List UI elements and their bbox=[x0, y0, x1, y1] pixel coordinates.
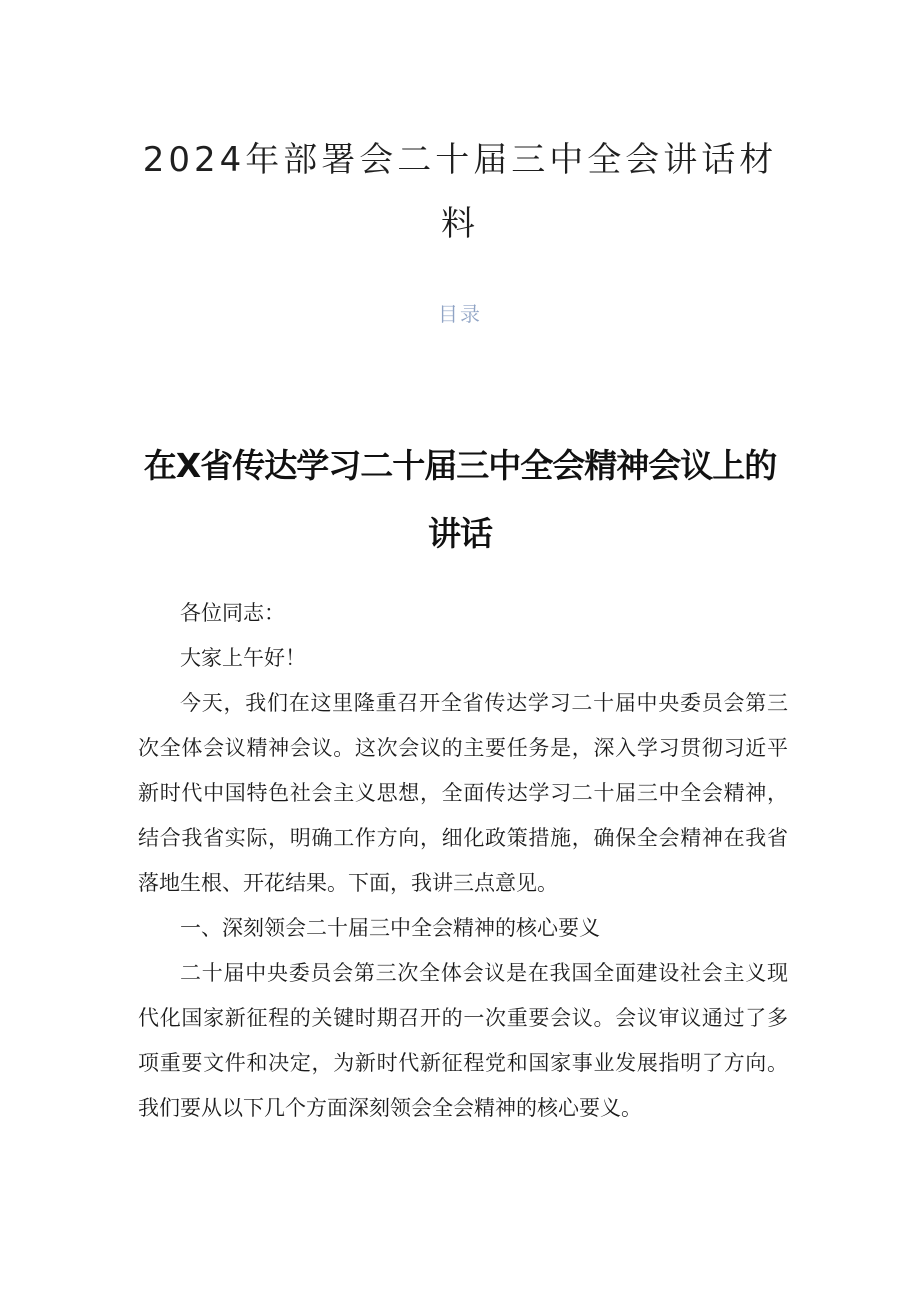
document-title: 2024年部署会二十届三中全会讲话材料 bbox=[142, 140, 778, 244]
table-of-contents-link[interactable]: 目录 bbox=[438, 302, 482, 326]
section-1-paragraph: 二十届中央委员会第三次全体会议是在我国全面建设社会主义现代化国家新征程的关键时期召开的一次重要会议。会议审议通过了多项重要文件和决定，为新时代新征程党和国家事业发展指明了方向。我们要从以下几个方面深刻领会全会精神的核心要义。 bbox=[138, 961, 788, 1120]
intro-paragraph: 今天，我们在这里隆重召开全省传达学习二十届中央委员会第三次全体会议精神会议。这次会议的主要任务是，深入学习贯彻习近平新时代中国特色社会主义思想，全面传达学习二十届三中全会精神，结合我省实际，明确工作方向，细化政策措施，确保全会精神在我省落地生根、开花结果。下面，我讲三点意见。 bbox=[138, 691, 788, 895]
speech-body bbox=[138, 591, 788, 1131]
section-heading-1: 一、深刻领会二十届三中全会精神的核心要义 bbox=[180, 916, 600, 940]
speech-title: 在X省传达学习二十届三中全会精神会议上的讲话 bbox=[143, 446, 777, 553]
greeting: 大家上午好！ bbox=[180, 646, 306, 670]
salutation: 各位同志： bbox=[180, 601, 285, 625]
